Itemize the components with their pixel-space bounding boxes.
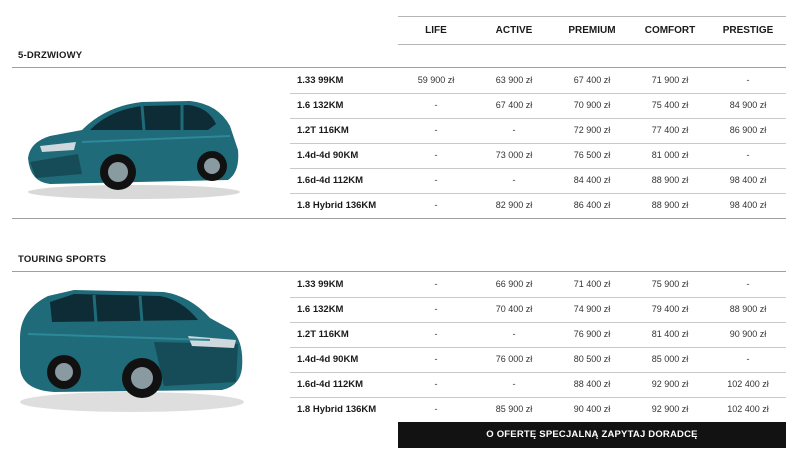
price-cell: - (434, 329, 438, 339)
table-row (290, 168, 786, 193)
engine-label: 1.8 Hybrid 136KM (297, 404, 377, 415)
column-header-comfort: COMFORT (644, 25, 696, 36)
price-cell: 85 900 zł (495, 404, 533, 414)
price-cell: 84 400 zł (573, 175, 611, 185)
price-cell: 67 400 zł (573, 75, 611, 85)
price-cell: 70 400 zł (495, 304, 533, 314)
price-cell: 86 400 zł (573, 200, 611, 210)
engine-label: 1.6d-4d 112KM (297, 175, 363, 186)
price-cell: 76 000 zł (495, 354, 533, 364)
section-title-touring-sports: TOURING SPORTS (18, 254, 107, 265)
engine-label: 1.2T 116KM (297, 329, 349, 340)
header-top-line (398, 16, 786, 17)
price-cell: - (434, 404, 438, 414)
section-end-line (12, 218, 786, 219)
price-cell: - (434, 200, 438, 210)
price-cell: - (434, 279, 438, 289)
table-row (290, 143, 786, 168)
price-cell: 79 400 zł (651, 304, 689, 314)
price-cell: 74 900 zł (573, 304, 611, 314)
price-cell: 80 500 zł (573, 354, 611, 364)
price-cell: 102 400 zł (727, 379, 769, 389)
engine-label: 1.4d-4d 90KM (297, 354, 359, 365)
price-cell: - (434, 175, 438, 185)
engine-label: 1.33 99KM (297, 75, 344, 86)
price-cell: 82 900 zł (495, 200, 533, 210)
table-row (290, 297, 786, 322)
price-cell: - (434, 354, 438, 364)
price-cell: 76 900 zł (573, 329, 611, 339)
price-cell: - (434, 100, 438, 110)
table-row (290, 372, 786, 397)
trim-header (398, 18, 786, 44)
price-cell: 63 900 zł (495, 75, 533, 85)
price-cell: 73 000 zł (495, 150, 533, 160)
price-cell: - (512, 175, 516, 185)
price-cell: 66 900 zł (495, 279, 533, 289)
table-row (290, 272, 786, 297)
engine-label: 1.6d-4d 112KM (297, 379, 363, 390)
table-row (290, 93, 786, 118)
price-cell: 88 400 zł (573, 379, 611, 389)
table-row (290, 118, 786, 143)
price-cell: 98 400 zł (729, 200, 767, 210)
price-cell: 71 400 zł (573, 279, 611, 289)
price-cell: - (512, 329, 516, 339)
price-cell: - (434, 150, 438, 160)
price-cell: 59 900 zł (417, 75, 455, 85)
column-header-active: ACTIVE (495, 25, 533, 36)
price-cell: 88 900 zł (651, 175, 689, 185)
column-header-life: LIFE (425, 25, 447, 36)
price-cell: 81 000 zł (651, 150, 689, 160)
price-cell: 92 900 zł (651, 404, 689, 414)
estate-car-image (14, 282, 246, 414)
price-cell: 75 900 zł (651, 279, 689, 289)
engine-label: 1.33 99KM (297, 279, 344, 290)
price-cell: 67 400 zł (495, 100, 533, 110)
price-cell: - (746, 75, 750, 85)
price-cell: - (434, 379, 438, 389)
table-row (290, 347, 786, 372)
engine-label: 1.4d-4d 90KM (297, 150, 359, 161)
price-cell: 86 900 zł (729, 125, 767, 135)
price-cell: - (512, 379, 516, 389)
price-cell: 90 400 zł (573, 404, 611, 414)
table-row (290, 322, 786, 347)
price-cell: - (434, 125, 438, 135)
column-header-premium: PREMIUM (568, 25, 616, 36)
price-cell: - (746, 279, 750, 289)
price-cell: 75 400 zł (651, 100, 689, 110)
price-cell: 76 500 zł (573, 150, 611, 160)
engine-label: 1.2T 116KM (297, 125, 349, 136)
price-cell: 81 400 zł (651, 329, 689, 339)
hatchback-car-image (22, 92, 244, 200)
price-cell: 90 900 zł (729, 329, 767, 339)
special-offer-banner[interactable]: O OFERTĘ SPECJALNĄ ZAPYTAJ DORADCĘ (398, 422, 786, 448)
column-header-prestige: PRESTIGE (722, 25, 774, 36)
price-cell: - (746, 354, 750, 364)
price-cell: 70 900 zł (573, 100, 611, 110)
table-row (290, 68, 786, 93)
table-row (290, 193, 786, 218)
engine-label: 1.8 Hybrid 136KM (297, 200, 377, 211)
price-cell: - (512, 125, 516, 135)
price-cell: 85 000 zł (651, 354, 689, 364)
engine-label: 1.6 132KM (297, 304, 344, 315)
price-cell: 72 900 zł (573, 125, 611, 135)
price-cell: 84 900 zł (729, 100, 767, 110)
price-cell: 88 900 zł (729, 304, 767, 314)
price-cell: 98 400 zł (729, 175, 767, 185)
price-cell: - (746, 150, 750, 160)
table-row (290, 397, 786, 422)
engine-label: 1.6 132KM (297, 100, 344, 111)
price-cell: 92 900 zł (651, 379, 689, 389)
price-cell: - (434, 304, 438, 314)
section-title-hatchback: 5-DRZWIOWY (18, 50, 83, 61)
price-cell: 71 900 zł (651, 75, 689, 85)
header-bottom-line (398, 44, 786, 45)
price-cell: 77 400 zł (651, 125, 689, 135)
price-cell: 88 900 zł (651, 200, 689, 210)
price-cell: 102 400 zł (727, 404, 769, 414)
